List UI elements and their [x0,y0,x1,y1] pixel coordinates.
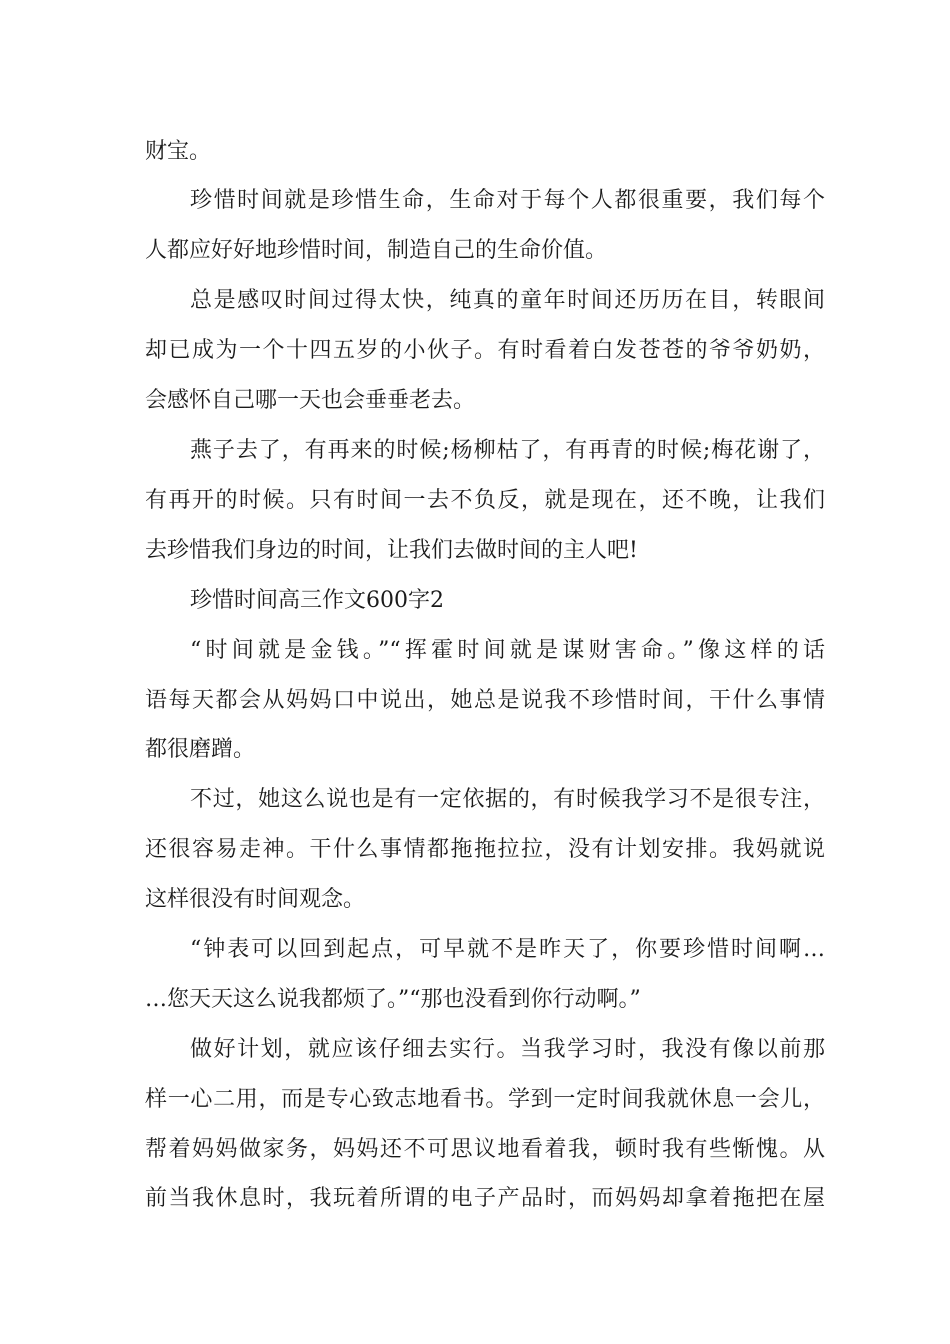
text-line: 人都应好好地珍惜时间，制造自己的生命价值。 [145,238,608,263]
text-line: “钟表可以回到起点，可早就不是昨天了，你要珍惜时间啊… [190,937,825,962]
text-line: 前当我休息时，我玩着所谓的电子产品时，而妈妈却拿着拖把在屋 [145,1186,825,1211]
section-heading: 珍惜时间高三作文600字2 [190,588,444,613]
text-line: 却已成为一个十四五岁的小伙子。有时看着白发苍苍的爷爷奶奶， [145,338,825,363]
text-line: …您天天这么说我都烦了。”“那也没看到你行动啊。” [145,987,641,1012]
text-line: 都很磨蹭。 [145,737,256,762]
text-line: 帮着妈妈做家务，妈妈还不可思议地看着我，顿时我有些惭愧。从 [145,1137,825,1162]
text-line: 总是感叹时间过得太快，纯真的童年时间还历历在目，转眼间 [190,288,825,313]
text-line: 不过，她这么说也是有一定依据的，有时候我学习不是很专注， [190,787,825,812]
text-line: 这样很没有时间观念。 [145,887,366,912]
text-line: “时间就是金钱。”“挥霍时间就是谋财害命。”像这样的话 [190,638,825,663]
text-line: 还很容易走神。干什么事情都拖拖拉拉，没有计划安排。我妈就说 [145,837,825,862]
text-line: 珍惜时间就是珍惜生命，生命对于每个人都很重要，我们每个 [190,188,825,213]
text-line: 财宝。 [145,139,212,164]
text-line: 做好计划，就应该仔细去实行。当我学习时，我没有像以前那 [190,1037,825,1062]
text-line: 样一心二用，而是专心致志地看书。学到一定时间我就休息一会儿， [145,1087,825,1112]
text-line: 去珍惜我们身边的时间，让我们去做时间的主人吧! [145,538,638,563]
text-line: 语每天都会从妈妈口中说出，她总是说我不珍惜时间，干什么事情 [145,688,825,713]
text-line: 有再开的时候。只有时间一去不负反，就是现在，还不晚，让我们 [145,488,825,513]
text-line: 会感怀自己哪一天也会垂垂老去。 [145,388,476,413]
text-line: 燕子去了，有再来的时候;杨柳枯了，有再青的时候;梅花谢了， [190,438,825,463]
